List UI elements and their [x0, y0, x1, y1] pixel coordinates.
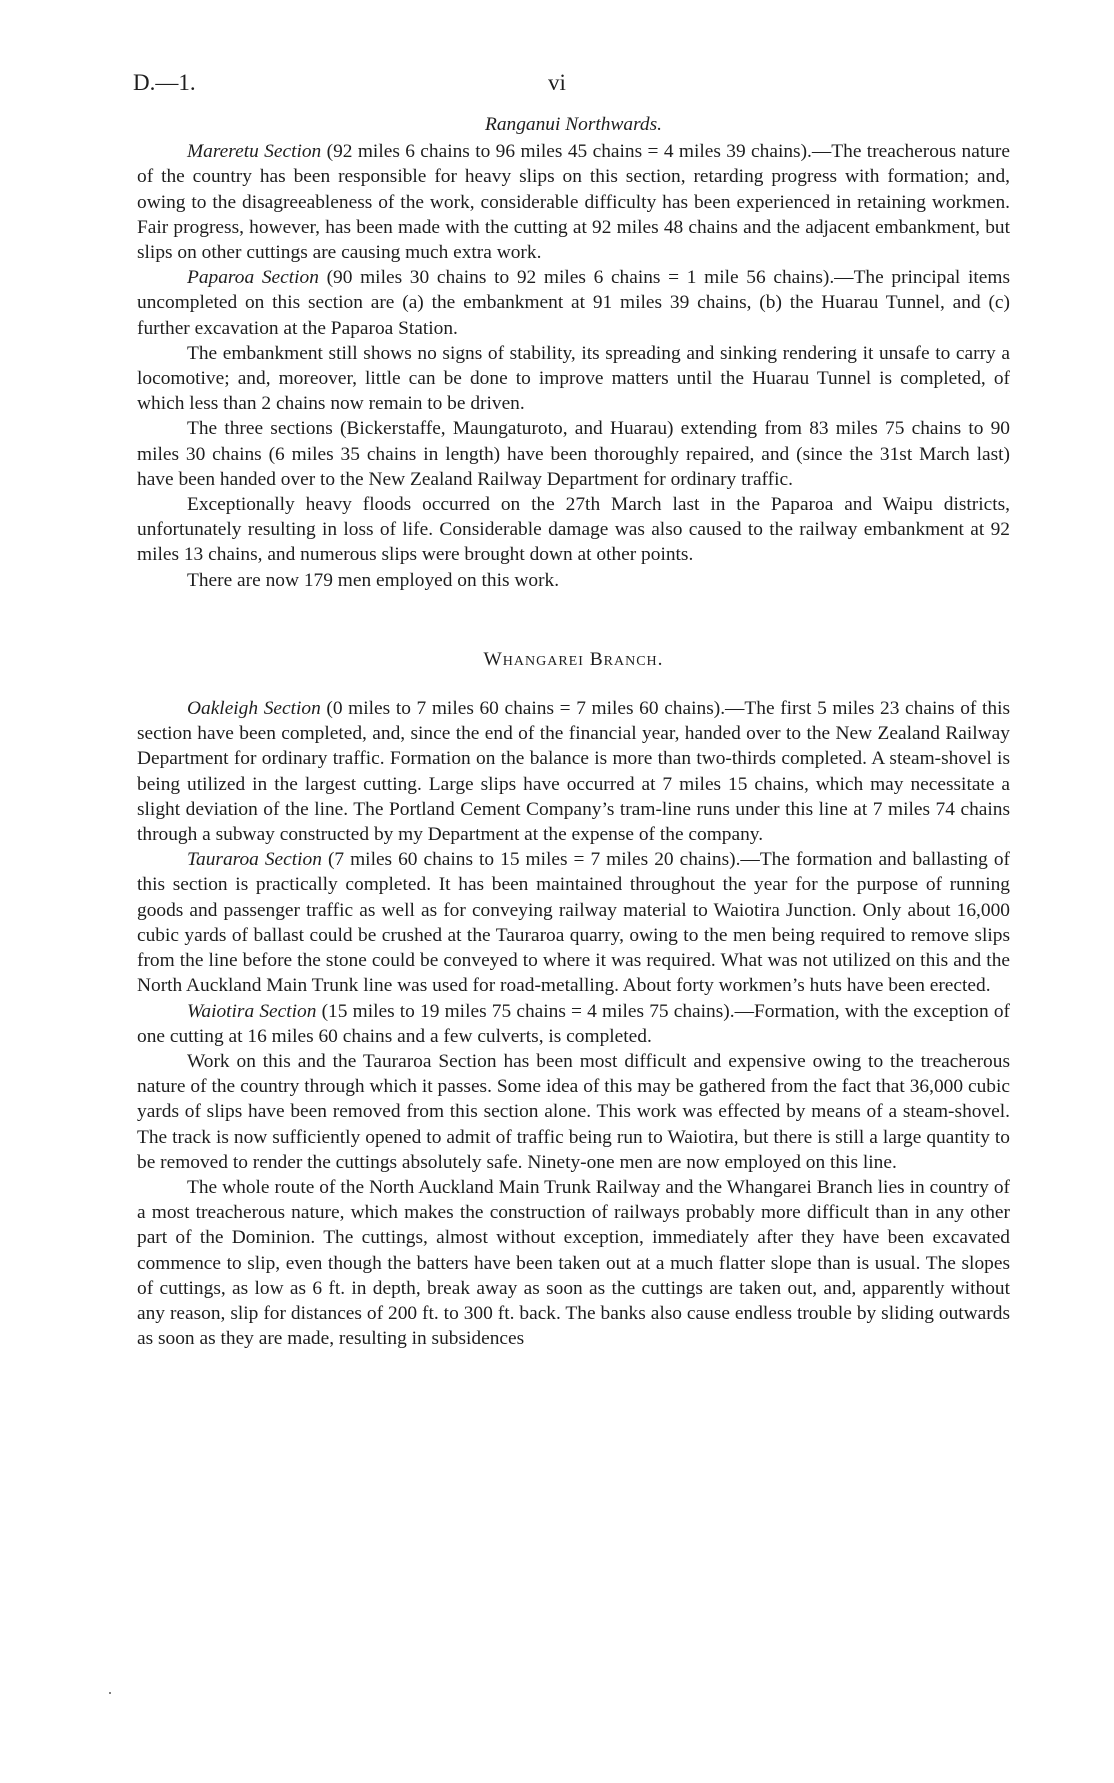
paragraph-oakleigh [137, 696, 1010, 847]
paragraph-mareretu [137, 139, 1010, 265]
paragraph-embankment: The embankment still shows no signs of stability, its spreading and sinking rendering it unsafe to carry a locomotive; and, moreover, little can be done to improve matters until the Huarau Tunnel is completed, of which less than 2 chains now remain to be driven. [137, 342, 1010, 415]
section-name: Mareretu Section [187, 141, 322, 163]
paragraph-three-sections: The three sections (Bickerstaffe, Maungaturoto, and Huarau) extending from 83 miles 75 chains to 90 miles 30 chains (6 miles 35 chains in length) have been thoroughly repaired, and (since the 31st March last) have been handed over to the New Zealand Railway Department for ordinary traffic. [137, 418, 1010, 490]
paragraph-text: (92 miles 6 chains to 96 miles 45 chains = 4 miles 39 chains).—The treacherous nature of the country has been responsible for heavy slips on this section, retarding progress with formation; and, owing to the disagreeableness of the work, considerable difficulty has been experienced in retaining workmen. Fair progress, however, has been made with the cutting at 92 miles 48 chains and the adjacent embankment, but slips on other cuttings are causing much extra work. [137, 141, 1010, 264]
section-name: Tauraroa Section [187, 849, 322, 871]
paragraph-text: (7 miles 60 chains to 15 miles = 7 miles 20 chains).—The formation and ballasting of this section is practically completed. It has been maintained throughout the year for the purpose of running goods and passenger traffic as well as for conveying railway material to Waiotira Junction. Only about 16,000 cubic yards of ballast could be crushed at the Tauraroa quarry, owing to the men being required to remove slips from the line before the stone could be conveyed to where it was required. What was not utilized on this and the North Auckland Main Trunk line was used for road-metalling. About forty workmen’s huts have been erected. [137, 849, 1010, 997]
paragraph-paparoa [137, 265, 1010, 341]
paragraph-waiotira [137, 999, 1010, 1049]
paragraph-tauraroa [137, 847, 1010, 998]
section-title: Ranganui Northwards. [484, 114, 663, 135]
paragraph-text: (0 miles to 7 miles 60 chains = 7 miles 60 chains).—The first 5 miles 23 chains of this section have been completed, and, since the end of the financial year, handed over to the New Zealand Railway Department for ordinary traffic. Formation on the balance is more than two-thirds completed. A steam-shovel is being utilized in the largest cutting. Large slips have occurred at 7 miles 15 chains, which may necessitate a slight deviation of the line. The Portland Cement Company’s tram-line runs under this line at 7 miles 74 chains through a subway constructed by my Department at the expense of the company. [137, 698, 1010, 846]
paragraph-text: (15 miles to 19 miles 75 chains = 4 miles 75 chains).—Formation, with the exception of one cutting at 16 miles 60 chains and a few culverts, is completed. [137, 1000, 1010, 1047]
paragraph-work-difficulty: Work on this and the Tauraroa Section has been most difficult and expensive owing to the treacherous nature of the country through which it passes. Some idea of this may be gathered from the fact that 36,000 cubic yards of slips have been removed from this section alone. This work was effected by means of a steam-shovel. The track is now sufficiently opened to admit of traffic being run to Waiotira, but there is still a large quantity to be removed to render the cuttings absolutely safe. Ninety-one men are now employed on this line. [137, 1050, 1010, 1173]
paragraph-whole-route: The whole route of the North Auckland Main Trunk Railway and the Whangarei Branch lies in country of a most treacherous nature, which makes the construction of railways probably more difficult than in any other part of the Dominion. The cuttings, almost without exception, immediately after they have been excavated commence to slip, even though the batters have been taken out at a much flatter slope than is usual. The slopes of cuttings, as low as 6 ft. in depth, break away as soon as the cuttings are taken out, and, apparently without any reason, slip for distances of 200 ft. to 300 ft. back. The banks also cause endless trouble by sliding outwards as soon as they are made, resulting in subsidences [137, 1176, 1010, 1350]
paragraph-text: (90 miles 30 chains to 92 miles 6 chains = 1 mile 56 chains).—The principal items uncompleted on this section are (a) the embankment at 91 miles 39 chains, (b) the Huarau Tunnel, and (c) further excavation at the Paparoa Station. [137, 267, 1010, 339]
document-reference: D.—1. [133, 70, 196, 95]
section-name: Oakleigh Section [187, 698, 321, 720]
section-name: Paparoa Section [187, 267, 319, 289]
page-number: vi [548, 70, 566, 95]
branch-title: Whangarei Branch. [483, 648, 664, 670]
paragraph-floods: Exceptionally heavy floods occurred on the 27th March last in the Paparoa and Waipu districts, unfortunately resulting in loss of life. Considerable damage was also caused to the railway embankment at 92 miles 13 chains, and numerous slips were brought down at other points. [137, 494, 1010, 566]
section-name: Waiotira Section [187, 1000, 317, 1022]
body-text [137, 112, 1010, 1351]
scan-speck [109, 1692, 111, 1694]
paragraph-men-employed: There are now 179 men employed on this work. [187, 569, 560, 591]
